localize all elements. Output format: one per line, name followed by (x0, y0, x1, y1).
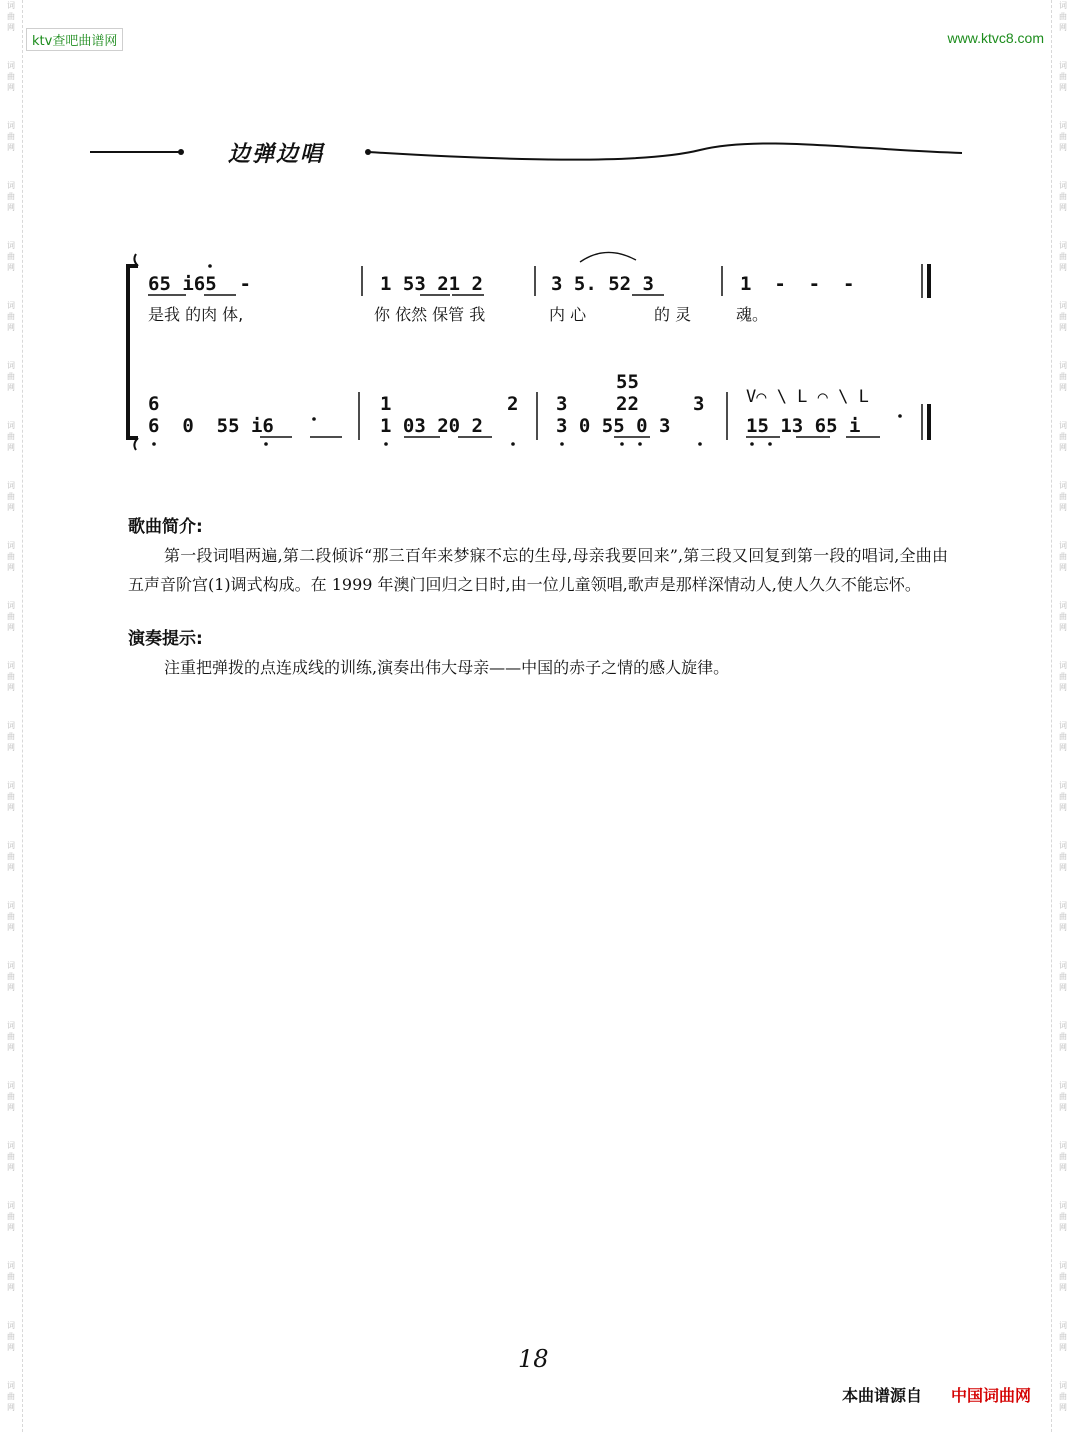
watermark-mark: 词 曲 网 (7, 601, 15, 632)
acc-upper-3b: 3 (693, 393, 705, 415)
watermark-mark: 词 曲 网 (1059, 361, 1067, 392)
watermark-mark: 词 曲 网 (1059, 181, 1067, 212)
lyrics-3: 内 心 (549, 305, 587, 324)
watermark-mark: 词 曲 网 (7, 481, 15, 512)
acc-lower-4: 15 13 65 i (746, 415, 861, 437)
intro-paragraph: 第一段词唱两遍,第二段倾诉“那三百年来梦寐不忘的生母,母亲我要回来”,第三段又回复到第一段的唱词,全曲由五声音阶宫(1)调式构成。在 1999 年澳门回归之日时,由一位儿童领唱,歌声是那样深情动人,使人久久不能忘怀。 (128, 546, 948, 594)
footer-source-site[interactable]: 中国词曲网 (951, 1386, 1032, 1405)
acc-lower-2: 1 03 20 2 (380, 415, 483, 437)
acc-upper-1: 6 (148, 393, 160, 415)
watermark-mark: 词 曲 网 (1059, 541, 1067, 572)
watermark-mark: 词 曲 网 (7, 1081, 15, 1112)
performance-tips (128, 624, 948, 682)
watermark-mark: 词 曲 网 (7, 1, 15, 32)
watermark-mark: 词 曲 网 (7, 301, 15, 332)
watermark-mark: 词 曲 网 (1059, 781, 1067, 812)
acc-lower-1: 6 0 55 i6 (148, 415, 274, 437)
watermark-mark: 词 曲 网 (1059, 121, 1067, 152)
watermark-mark: 词 曲 网 (1059, 721, 1067, 752)
watermark-mark: 词 曲 网 (1059, 61, 1067, 92)
watermark-mark: 词 曲 网 (1059, 1261, 1067, 1292)
watermark-mark: 词 曲 网 (7, 781, 15, 812)
acc-upper-2a: 1 (380, 393, 392, 415)
watermark-mark: 词 曲 网 (7, 661, 15, 692)
watermark-mark: 词 曲 网 (1059, 601, 1067, 632)
watermark-mark: 词 曲 网 (7, 61, 15, 92)
lyrics-1: 是我 的肉 体, (148, 305, 244, 324)
watermark-mark: 词 曲 网 (7, 721, 15, 752)
watermark-mark: 词 曲 网 (1059, 961, 1067, 992)
watermark-mark: 词 曲 网 (1059, 421, 1067, 452)
watermark-mark: 词 曲 网 (1059, 841, 1067, 872)
acc-lower-3: 3 0 55 0 3 (556, 415, 671, 437)
melody-measure-1: 65 i65 - (148, 273, 251, 295)
watermark-mark: 词 曲 网 (7, 241, 15, 272)
song-intro (128, 512, 948, 599)
music-score (0, 0, 1074, 460)
acc-upper-3mid: 22 (616, 393, 639, 415)
watermark-mark: 词 曲 网 (7, 361, 15, 392)
footer-source-label: 本曲谱源自 (842, 1386, 923, 1405)
section-title: 边弹边唱 (228, 141, 325, 167)
site-logo-left[interactable]: ktv查吧曲谱网 (26, 28, 123, 51)
watermark-mark: 词 曲 网 (1059, 301, 1067, 332)
tips-paragraph: 注重把弹拨的点连成线的训练,演奏出伟大母亲——中国的赤子之情的感人旋律。 (164, 658, 730, 677)
acc-upper-4: V⌒ \ L ⌒ \ L (746, 387, 869, 407)
watermark-mark: 词 曲 网 (7, 121, 15, 152)
watermark-mark: 词 曲 网 (7, 1021, 15, 1052)
watermark-mark: 词 曲 网 (1059, 1021, 1067, 1052)
watermark-mark: 词 曲 网 (7, 901, 15, 932)
watermark-mark: 词 曲 网 (7, 1201, 15, 1232)
watermark-mark: 词 曲 网 (7, 1141, 15, 1172)
watermark-mark: 词 曲 网 (7, 1321, 15, 1352)
watermark-mark: 词 曲 网 (7, 1381, 15, 1412)
watermark-mark: 词 曲 网 (1059, 901, 1067, 932)
intro-heading: 歌曲简介: (128, 517, 203, 537)
lyrics-4: 的 灵 (654, 305, 692, 324)
watermark-mark: 词 曲 网 (1059, 1321, 1067, 1352)
watermark-mark: 词 曲 网 (1059, 481, 1067, 512)
watermark-mark: 词 曲 网 (1059, 1, 1067, 32)
watermark-mark: 词 曲 网 (1059, 1201, 1067, 1232)
acc-upper-3a: 3 (556, 393, 568, 415)
watermark-mark: 词 曲 网 (7, 541, 15, 572)
lyrics-2: 你 依然 保管 我 (374, 305, 486, 324)
slur (580, 252, 636, 262)
lyrics-5: 魂。 (736, 305, 769, 324)
site-url-right[interactable]: www.ktvc8.com (947, 30, 1044, 46)
melody-measure-4: 1 - - - (740, 273, 855, 295)
acc-upper-3top: 55 (616, 371, 639, 393)
watermark-mark: 词 曲 网 (7, 1261, 15, 1292)
page-number: 18 (518, 1345, 549, 1373)
tips-heading: 演奏提示: (128, 629, 203, 649)
system-bracket (128, 266, 138, 438)
watermark-mark: 词 曲 网 (7, 961, 15, 992)
watermark-mark: 词 曲 网 (7, 421, 15, 452)
watermark-mark: 词 曲 网 (1059, 1081, 1067, 1112)
melody-measure-2: 1 53 21 2 (380, 273, 483, 295)
watermark-mark: 词 曲 网 (1059, 1141, 1067, 1172)
melody-measure-3: 3 5. 52 3 (551, 273, 654, 295)
watermark-mark: 词 曲 网 (1059, 1381, 1067, 1412)
watermark-mark: 词 曲 网 (1059, 241, 1067, 272)
watermark-mark: 词 曲 网 (1059, 661, 1067, 692)
acc-upper-2b: 2 (507, 393, 519, 415)
watermark-mark: 词 曲 网 (7, 181, 15, 212)
watermark-mark: 词 曲 网 (7, 841, 15, 872)
